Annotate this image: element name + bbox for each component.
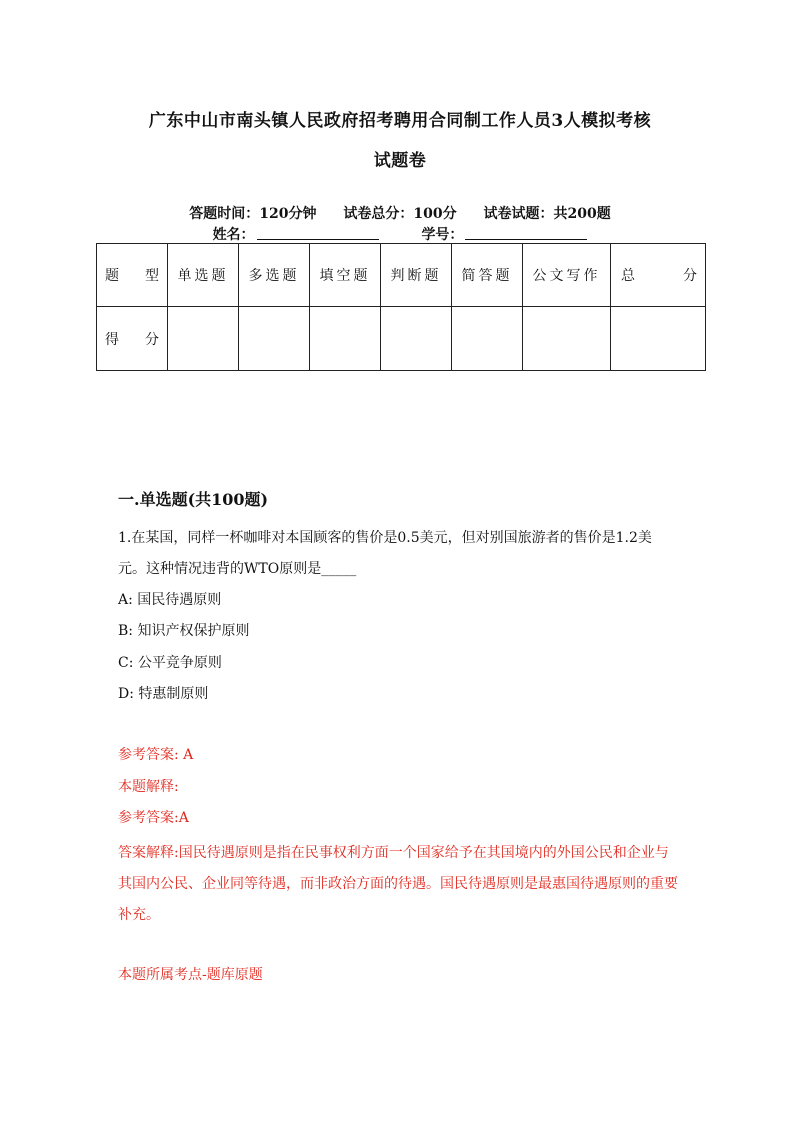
score-cell[interactable] [611,307,706,371]
col-single-choice: 单选题 [168,244,239,307]
score-table [96,243,706,371]
score-cell[interactable] [523,307,611,371]
reference-answer: 参考答案: A [118,747,194,763]
question-text: 1.在某国，同样一杯咖啡对本国顾客的售价是0.5美元，但对别国旅游者的售价是1.2美元。这种情况违背的WTO原则是_____ [118,530,652,577]
col-short-answer: 简答题 [452,244,523,307]
name-label: 姓名： [212,227,255,243]
student-info [0,224,800,244]
score-table-score-header: 得 分 [97,307,168,371]
score-cell[interactable] [310,307,381,371]
score-cell[interactable] [168,307,239,371]
col-total: 总 分 [611,244,706,307]
exam-meta [0,203,800,223]
option-d[interactable]: D: 特惠制原则 [118,686,209,702]
score-table-header-row [97,244,706,307]
exam-time: 答题时间：120分钟 [189,206,317,222]
section-title: 一.单选题(共100题) [118,490,269,509]
question-source: 本题所属考点-题库原题 [118,967,263,983]
score-cell[interactable] [381,307,452,371]
col-official-writing: 公文写作 [523,244,611,307]
answer-explanation: 答案解释:国民待遇原则是指在民事权利方面一个国家给予在其国境内的外国公民和企业与其国内公民、企业同等待遇，而非政治方面的待遇。国民待遇原则是最惠国待遇原则的重要补充。 [118,845,678,923]
option-b[interactable]: B: 知识产权保护原则 [118,623,250,639]
option-a[interactable]: A: 国民待遇原则 [118,592,222,608]
score-cell[interactable] [239,307,310,371]
exam-question-count: 试卷试题：共200题 [483,206,611,222]
reference-answer-2: 参考答案:A [118,810,189,826]
col-true-false: 判断题 [381,244,452,307]
student-id-label: 学号： [421,227,464,243]
col-multiple-choice: 多选题 [239,244,310,307]
col-fill-blank: 填空题 [310,244,381,307]
document-title-line-2: 试题卷 [373,151,427,171]
option-c[interactable]: C: 公平竞争原则 [118,655,222,671]
student-id-field[interactable] [465,226,587,240]
name-field[interactable] [257,226,379,240]
score-cell[interactable] [452,307,523,371]
exam-total-score: 试卷总分：100分 [343,206,457,222]
score-table-score-row [97,307,706,371]
score-table-type-header: 题 型 [97,244,168,307]
document-title-line-1: 广东中山市南头镇人民政府招考聘用合同制工作人员3人模拟考核 [148,111,652,131]
explanation-label: 本题解释: [118,779,179,795]
